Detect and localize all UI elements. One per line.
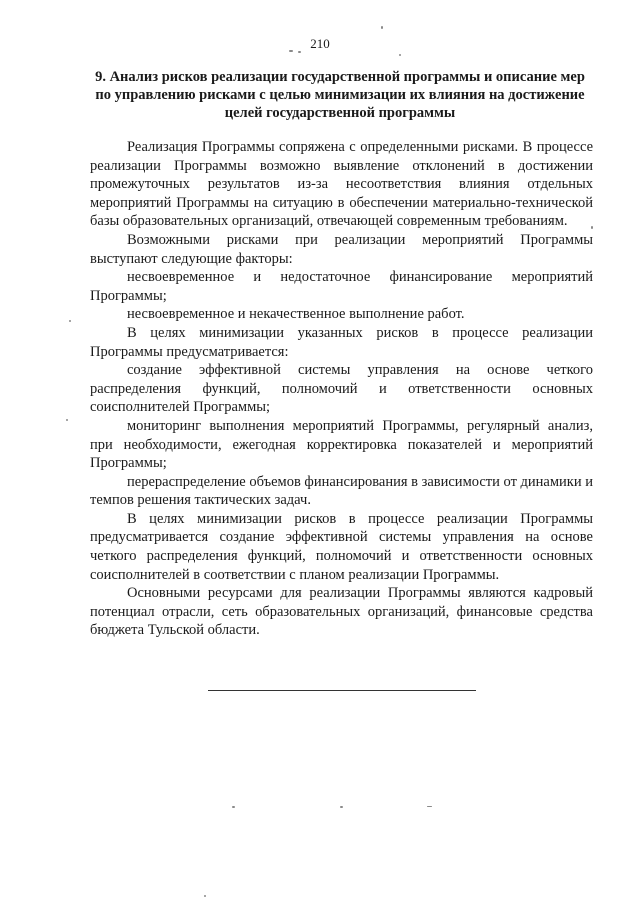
section-heading: 9. Анализ рисков реализации государственной программы и описание мер по управлению рисками с целью минимизации их влияния на достижение целей государственной программы — [95, 69, 585, 121]
scan-speck — [381, 26, 383, 29]
scan-speck — [232, 806, 235, 808]
paragraph-measure-monitoring: мониторинг выполнения мероприятий Программы, регулярный анализ, при необходимости, ежегодная корректировка показателей и мероприятий Программы; — [90, 417, 593, 472]
scan-speck — [340, 806, 343, 808]
paragraph-minimization-intro: В целях минимизации указанных рисков в процессе реализации Программы предусматривается: — [90, 324, 593, 360]
document-body — [90, 138, 593, 640]
paragraph-risks-intro: Реализация Программы сопряжена с определенными рисками. В процессе реализации Программы возможно выявление отклонений в достижении промежуточных результатов из-за несоответствия влияния отдельных мероприятий Программы на ситуацию в обеспечении материально-технической базы образовательных организаций, отвечающей современным требованиям. — [90, 139, 593, 230]
scan-speck — [298, 51, 301, 53]
scan-speck — [399, 54, 401, 56]
scan-speck — [427, 806, 432, 807]
page-number: 210 — [310, 36, 330, 51]
scan-speck — [204, 895, 206, 897]
paragraph-management-system: В целях минимизации рисков в процессе реализации Программы предусматривается создание эффективной системы управления на основе четкого распределения функций, полномочий и ответственности основных соисполнителей в соответствии с планом реализации Программы. — [90, 510, 593, 583]
paragraph-measure-management: создание эффективной системы управления на основе четкого распределения функций, полномочий и ответственности основных соисполнителей Программы; — [90, 362, 593, 416]
scan-speck — [66, 419, 68, 421]
scan-speck — [289, 50, 293, 52]
paragraph-measure-redistribution: перераспределение объемов финансирования в зависимости от динамики и темпов решения тактических задач. — [90, 473, 593, 509]
paragraph-factor-financing: несвоевременное и недостаточное финансирование мероприятий Программы; — [90, 269, 593, 304]
paragraph-possible-risks: Возможными рисками при реализации мероприятий Программы выступают следующие факторы: — [90, 231, 593, 267]
scan-speck — [591, 226, 593, 229]
paragraph-resources: Основными ресурсами для реализации Программы являются кадровый потенциал отрасли, сеть образовательных организаций, финансовые средства бюджета Тульской области. — [90, 585, 593, 639]
closing-divider — [208, 690, 476, 691]
paragraph-factor-works: несвоевременное и некачественное выполнение работ. — [127, 306, 465, 323]
scan-speck — [69, 320, 71, 322]
